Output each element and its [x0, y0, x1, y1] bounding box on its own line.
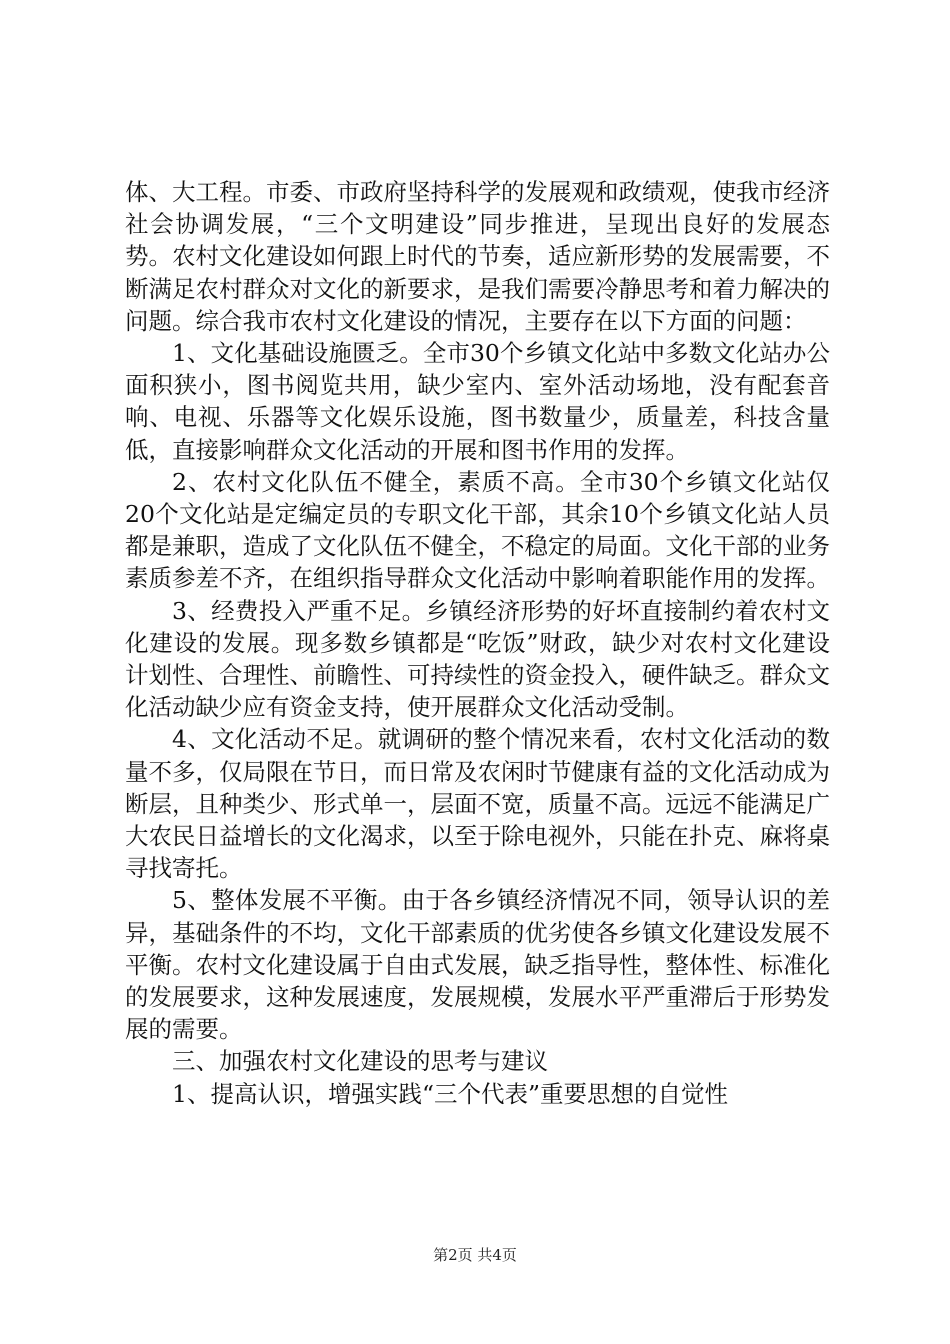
- paragraph-issue-3: 3、经费投入严重不足。乡镇经济形势的好坏直接制约着农村文化建设的发展。现多数乡镇都是“吃饭”财政，缺少对农村文化建设计划性、合理性、前瞻性、可持续性的资金投入，硬件缺乏。群众文化活动缺少应有资金支持，使开展群众文化活动受制。: [125, 596, 830, 722]
- section-heading-3: 三、加强农村文化建设的思考与建议: [172, 1047, 548, 1076]
- subsection-heading-1: 1、提高认识，增强实践“三个代表”重要思想的自觉性: [172, 1079, 728, 1108]
- paragraph-issue-2: 2、农村文化队伍不健全，素质不高。全市30个乡镇文化站仅20个文化站是定编定员的专职文化干部，其余10个乡镇文化站人员都是兼职，造成了文化队伍不健全，不稳定的局面。文化干部的业务素质参差不齐，在组织指导群众文化活动中影响着职能作用的发挥。: [125, 467, 830, 593]
- paragraph-issue-4: 4、文化活动不足。就调研的整个情况来看，农村文化活动的数量不多，仅局限在节日，而日常及农闲时节健康有益的文化活动成为断层，且种类少、形式单一，层面不宽，质量不高。远远不能满足广大农民日益增长的文化渴求，以至于除电视外，只能在扑克、麻将桌寻找寄托。: [125, 725, 830, 883]
- paragraph-continuation: 体、大工程。市委、市政府坚持科学的发展观和政绩观，使我市经济社会协调发展，“三个文明建设”同步推进，呈现出良好的发展态势。农村文化建设如何跟上时代的节奏，适应新形势的发展需要，不断满足农村群众对文化的新要求，是我们需要冷静思考和着力解决的问题。综合我市农村文化建设的情况，主要存在以下方面的问题：: [125, 178, 830, 335]
- paragraph-issue-5: 5、整体发展不平衡。由于各乡镇经济情况不同，领导认识的差异，基础条件的不均，文化干部素质的优劣使各乡镇文化建设发展不平衡。农村文化建设属于自由式发展，缺乏指导性，整体性、标准化的发展要求，这种发展速度，发展规模，发展水平严重滞后于形势发展的需要。: [125, 886, 830, 1044]
- document-body: [125, 176, 830, 1110]
- page-number-footer: 第2页 共4页: [433, 1246, 517, 1264]
- paragraph-issue-1: 1、文化基础设施匮乏。全市30个乡镇文化站中多数文化站办公面积狭小，图书阅览共用，缺少室内、室外活动场地，没有配套音响、电视、乐器等文化娱乐设施，图书数量少，质量差，科技含量低，直接影响群众文化活动的开展和图书作用的发挥。: [125, 339, 830, 464]
